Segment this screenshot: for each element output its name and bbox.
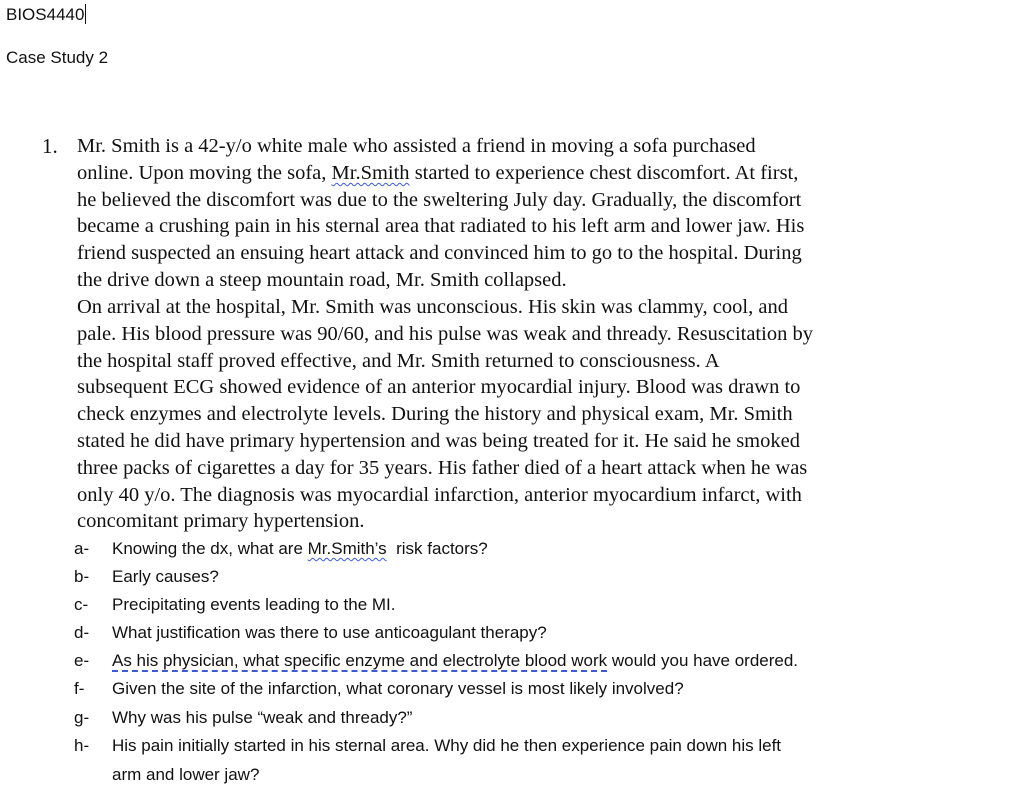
- question-letter: f-: [74, 679, 85, 698]
- text-line: only 40 y/o. The diagnosis was myocardial infarction, anterior myocardium infarct, with: [77, 483, 802, 506]
- question-text: Knowing the dx, what are Mr.Smith’s risk factors?: [112, 539, 488, 558]
- question-letter: g-: [74, 708, 90, 727]
- question-text: Why was his pulse “weak and thready?”: [112, 708, 413, 727]
- grammar-flagged-phrase[interactable]: As his physician, what specific enzyme and electrolyte blood work: [112, 651, 608, 670]
- question-a: [74, 537, 488, 561]
- text-line: the drive down a steep mountain road, Mr. Smith collapsed.: [77, 268, 567, 291]
- text-line: Mr. Smith is a 42-y/o white male who assisted a friend in moving a sofa purchased: [77, 135, 756, 157]
- text-line: check enzymes and electrolyte levels. During the history and physical exam, Mr. Smith: [77, 403, 793, 426]
- question-e: [74, 649, 798, 673]
- case-paragraph-1: [77, 133, 937, 294]
- text-line: the hospital staff proved effective, and Mr. Smith returned to consciousness. A: [77, 349, 720, 372]
- question-letter: e-: [74, 651, 90, 670]
- question-b: [74, 565, 219, 589]
- question-f: [74, 677, 684, 701]
- text-cursor: [85, 4, 86, 24]
- question-text: Precipitating events leading to the MI.: [112, 595, 396, 614]
- text-line: concomitant primary hypertension.: [77, 510, 365, 533]
- question-d: [74, 621, 547, 645]
- document-header[interactable]: [6, 4, 86, 26]
- case-study-title: Case Study 2: [6, 48, 109, 67]
- question-text: His pain initially started in his sternal area. Why did he then experience pain down his left arm and lower jaw?: [112, 736, 782, 784]
- question-c: [74, 593, 396, 617]
- question-letter: c-: [74, 595, 89, 614]
- text-line: stated he did have primary hypertension and was being treated for it. He said he smoked: [77, 429, 800, 452]
- question-text: Early causes?: [112, 567, 219, 586]
- question-g: [74, 706, 412, 730]
- text-line: pale. His blood pressure was 90/60, and his pulse was weak and thready. Resuscitation by: [77, 322, 813, 345]
- question-letter: a-: [74, 539, 90, 558]
- question-text: Given the site of the infarction, what coronary vessel is most likely involved?: [112, 679, 684, 698]
- text-line: On arrival at the hospital, Mr. Smith was unconscious. His skin was clammy, cool, and: [77, 296, 788, 318]
- text-line: he believed the discomfort was due to the sweltering July day. Gradually, the discomfort: [77, 188, 802, 211]
- question-letter: h-: [74, 736, 90, 755]
- text-line: subsequent ECG showed evidence of an anterior myocardial injury. Blood was drawn to: [77, 376, 801, 399]
- question-letter: d-: [74, 623, 90, 642]
- text-line: friend suspected an ensuing heart attack and convinced him to go to the hospital. During: [77, 242, 802, 265]
- spelling-flagged-word[interactable]: Mr.Smith’s: [307, 539, 387, 558]
- question-h: [74, 734, 781, 789]
- case-paragraph-2: [77, 294, 937, 535]
- text-line: became a crushing pain in his sternal area that radiated to his left arm and lower jaw. His: [77, 215, 805, 238]
- spelling-flagged-word[interactable]: Mr.Smith: [331, 161, 410, 184]
- question-letter: b-: [74, 567, 90, 586]
- list-number: 1.: [42, 134, 58, 158]
- text-line: three packs of cigarettes a day for 35 years. His father died of a heart attack when he was: [77, 456, 808, 479]
- question-text: As his physician, what specific enzyme and electrolyte blood work would you have ordered.: [112, 651, 799, 670]
- text-line: online. Upon moving the sofa, Mr.Smith started to experience chest discomfort. At first,: [77, 161, 799, 184]
- course-code: BIOS4440: [6, 5, 85, 24]
- question-text: What justification was there to use anticoagulant therapy?: [112, 623, 547, 642]
